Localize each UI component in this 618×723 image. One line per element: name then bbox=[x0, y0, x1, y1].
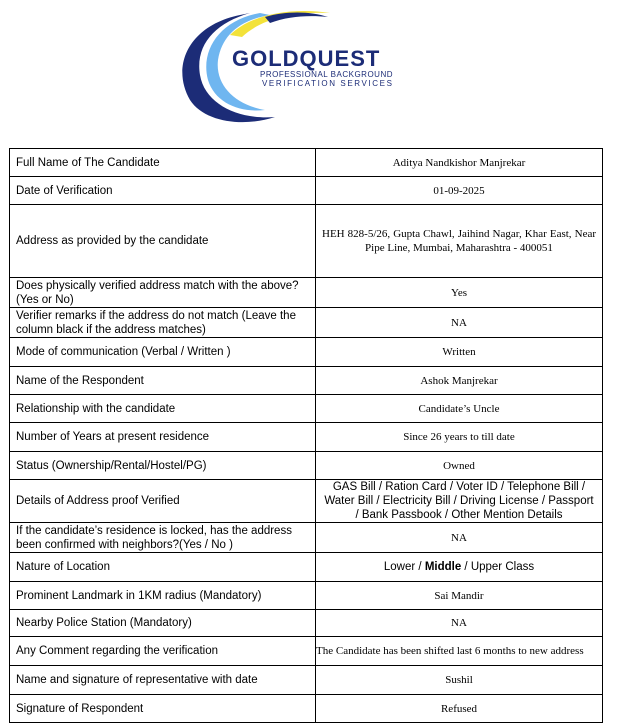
row-value: The Candidate has been shifted last 6 months to new address bbox=[316, 637, 603, 666]
row-label: Prominent Landmark in 1KM radius (Mandatory) bbox=[10, 582, 316, 610]
row-label: Nature of Location bbox=[10, 553, 316, 582]
row-label: Name of the Respondent bbox=[10, 367, 316, 395]
row-value: Sushil bbox=[316, 666, 603, 695]
location-option-selected: Middle bbox=[424, 561, 462, 573]
table-row bbox=[10, 423, 603, 452]
row-label: Signature of Respondent bbox=[10, 695, 316, 723]
location-option-lower: Lower / bbox=[383, 561, 425, 573]
row-label: Status (Ownership/Rental/Hostel/PG) bbox=[10, 452, 316, 480]
row-value: GAS Bill / Ration Card / Voter ID / Telephone Bill / Water Bill / Electricity Bill / Driving License / Passport / Bank Passbook / Other Mention Details bbox=[316, 480, 603, 523]
table-row bbox=[10, 666, 603, 695]
table-row bbox=[10, 553, 603, 582]
table-row bbox=[10, 637, 603, 666]
table-row bbox=[10, 149, 603, 177]
table-row bbox=[10, 582, 603, 610]
row-label: Nearby Police Station (Mandatory) bbox=[10, 610, 316, 637]
location-option-upper: / Upper Class bbox=[461, 561, 535, 573]
row-value: Aditya Nandkishor Manjrekar bbox=[316, 149, 603, 177]
row-value: NA bbox=[316, 308, 603, 338]
row-label: Any Comment regarding the verification bbox=[10, 637, 316, 666]
table-row bbox=[10, 308, 603, 338]
table-row bbox=[10, 205, 603, 278]
logo-tagline-1: PROFESSIONAL BACKGROUND bbox=[260, 70, 394, 79]
row-label: Relationship with the candidate bbox=[10, 395, 316, 423]
row-value: HEH 828-5/26, Gupta Chawl, Jaihind Nagar, Khar East, Near Pipe Line, Mumbai, Maharashtra - 400051 bbox=[316, 205, 603, 278]
table-row bbox=[10, 395, 603, 423]
table-row bbox=[10, 452, 603, 480]
row-value: Candidate’s Uncle bbox=[316, 395, 603, 423]
table-row bbox=[10, 695, 603, 723]
logo-tagline-2: VERIFICATION SERVICES bbox=[262, 79, 394, 88]
table-row bbox=[10, 177, 603, 205]
table-row bbox=[10, 338, 603, 367]
row-value bbox=[316, 553, 603, 582]
logo-name: GOLDQUEST bbox=[232, 46, 381, 71]
table-row bbox=[10, 367, 603, 395]
table-row bbox=[10, 610, 603, 637]
table-row bbox=[10, 480, 603, 523]
row-value: Refused bbox=[316, 695, 603, 723]
row-label: Number of Years at present residence bbox=[10, 423, 316, 452]
row-value: Sai Mandir bbox=[316, 582, 603, 610]
row-value: Ashok Manjrekar bbox=[316, 367, 603, 395]
row-label: Verifier remarks if the address do not match (Leave the column black if the address matches) bbox=[10, 308, 316, 338]
row-label: Name and signature of representative with date bbox=[10, 666, 316, 695]
row-label: Full Name of The Candidate bbox=[10, 149, 316, 177]
row-label: Details of Address proof Verified bbox=[10, 480, 316, 523]
row-value: Yes bbox=[316, 278, 603, 308]
row-label: If the candidate’s residence is locked, has the address been confirmed with neighbors?(Yes / No ) bbox=[10, 523, 316, 553]
row-value: Since 26 years to till date bbox=[316, 423, 603, 452]
table-row bbox=[10, 523, 603, 553]
row-label: Date of Verification bbox=[10, 177, 316, 205]
row-value: NA bbox=[316, 523, 603, 553]
row-label: Does physically verified address match with the above? (Yes or No) bbox=[10, 278, 316, 308]
row-label: Mode of communication (Verbal / Written ) bbox=[10, 338, 316, 367]
table-row bbox=[10, 278, 603, 308]
row-value: Written bbox=[316, 338, 603, 367]
verification-table bbox=[9, 148, 603, 723]
row-value: 01-09-2025 bbox=[316, 177, 603, 205]
row-label: Address as provided by the candidate bbox=[10, 205, 316, 278]
row-value: Owned bbox=[316, 452, 603, 480]
row-value: NA bbox=[316, 610, 603, 637]
